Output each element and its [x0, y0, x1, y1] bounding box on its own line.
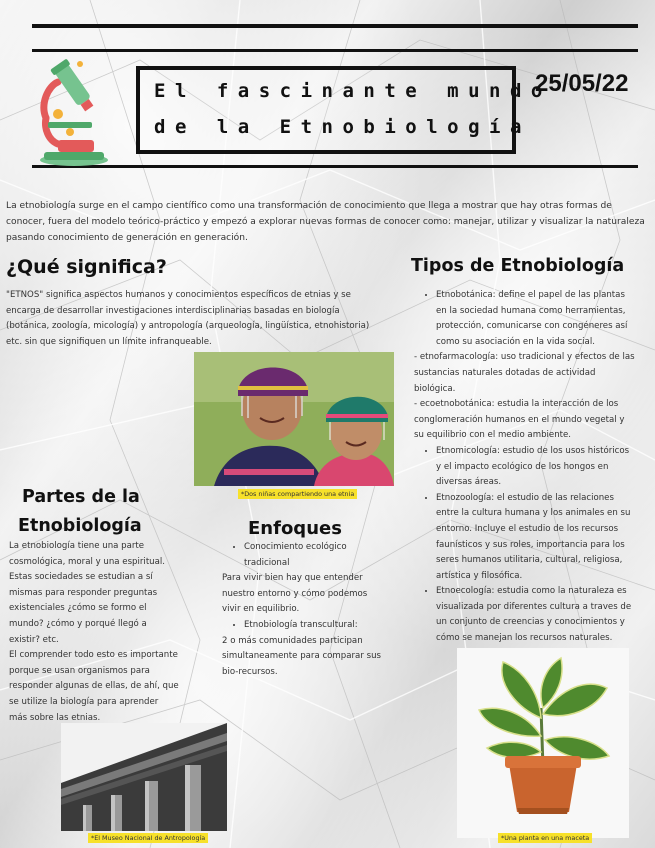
enfoques-paragraph-2: 2 o más comunidades participan simultaneamente para comparar sus bio-recursos.: [222, 635, 381, 677]
enfoques-paragraph-1: Para vivir bien hay que entender nuestro entorno y cómo podemos vivir en equilibrio.: [222, 573, 368, 615]
que-significa-text: "ETNOS" significa aspectos humanos y conocimientos específicos de etnias y se encarga de desarrollar investigaciones interdisciplinarias basadas en biología (botánica, zoología, micología) y antropología (arqueología, lingüística, etnohistoria) etc. sin que signifiquen un límite infranqueable.: [6, 290, 370, 347]
plant-photo: [457, 648, 629, 838]
museum-caption: *El Museo Nacional de Antropología: [88, 833, 208, 843]
enfoques-bullet-2: • Etnobiología transcultural:: [244, 618, 382, 634]
title-line-1: El fascinante mundo: [154, 80, 552, 102]
tipos-heading: Tipos de Etnobiología: [411, 256, 625, 276]
enfoques-heading: Enfoques: [248, 518, 342, 539]
header-rule: [32, 49, 638, 52]
microscope-icon: [36, 56, 112, 168]
tipos-item-ecoetnobotanica: - ecoetnobotánica: estudia la interacción de los conglomeración humanos en el mundo vegetal y su equilibrio con el medio ambiente.: [414, 399, 625, 441]
girls-photo: [194, 352, 394, 486]
tipos-item-etnomicologia: • Etnomicología: estudio de los usos históricos y el impacto ecológico de los hongos en diversas áreas.: [436, 444, 636, 491]
enfoques-text: [222, 540, 382, 680]
header-bottom-rule: [32, 165, 638, 168]
date: 25/05/22: [535, 70, 629, 97]
partes-heading-line1: Partes de la: [22, 487, 140, 507]
top-rule: [32, 24, 638, 28]
partes-paragraph-2: El comprender todo esto es importante porque se usan organismos para responder algunas de ellas, de ahí, que se utilize la biología para aprender más sobre las etnias.: [9, 650, 179, 723]
tipos-item-etnobotanica: • Etnobotánica: define el papel de las plantas en la sociedad humana como herramientas, protección, comunicarse con congéneres así como su asociación en la vida social.: [436, 288, 636, 350]
girls-caption: *Dos niñas compartiendo una etnia: [238, 489, 357, 499]
partes-text: [9, 539, 179, 726]
title-line-2: de la Etnobiología: [154, 116, 531, 138]
partes-paragraph-1: La etnobiología tiene una parte cosmológica, moral y una espiritual. Estas sociedades se estudian a sí mismas para responder preguntas existenciales ¿cómo se formo el mundo? ¿cómo y porqué llegó a existir? etc.: [9, 541, 166, 645]
que-significa-heading: ¿Qué significa?: [6, 256, 167, 278]
tipos-list: [414, 288, 636, 647]
title-box: [136, 66, 552, 154]
partes-heading-line2: Etnobiología: [18, 516, 142, 536]
intro-paragraph: La etnobiología surge en el campo científico como una transformación de conocimiento que llega a mostrar que hay otras formas de conocer, fuera del modelo teórico-práctico y empezó a explorar nuevas formas de conocer como: manejar, utilizar y visualizar la naturaleza pasando conocimiento de generación en generación.: [6, 201, 645, 243]
plant-caption: *Una planta en una maceta: [498, 833, 592, 843]
tipos-item-etnofarmacologia: - etnofarmacología: uso tradicional y efectos de las sustancias naturales dotadas de actividad biológica.: [414, 352, 635, 394]
tipos-item-etnozoologia: • Etnozoología: el estudio de las relaciones entre la cultura humana y los animales en su entorno. Incluye el estudio de los recursos faunísticos y sus roles, importancia para los seres humanos utilitaria, cultural, religiosa, artística y filosófica.: [436, 491, 636, 585]
museum-photo: [61, 723, 227, 831]
tipos-item-etnoecologia: • Etnoecología: estudia como la naturaleza es visualizada por diferentes cultura a traves de un conjunto de creencias y conocimientos y cómo se manejan los recursos naturales.: [436, 584, 636, 646]
enfoques-bullet-1: • Conocimiento ecológico tradicional: [244, 540, 382, 571]
